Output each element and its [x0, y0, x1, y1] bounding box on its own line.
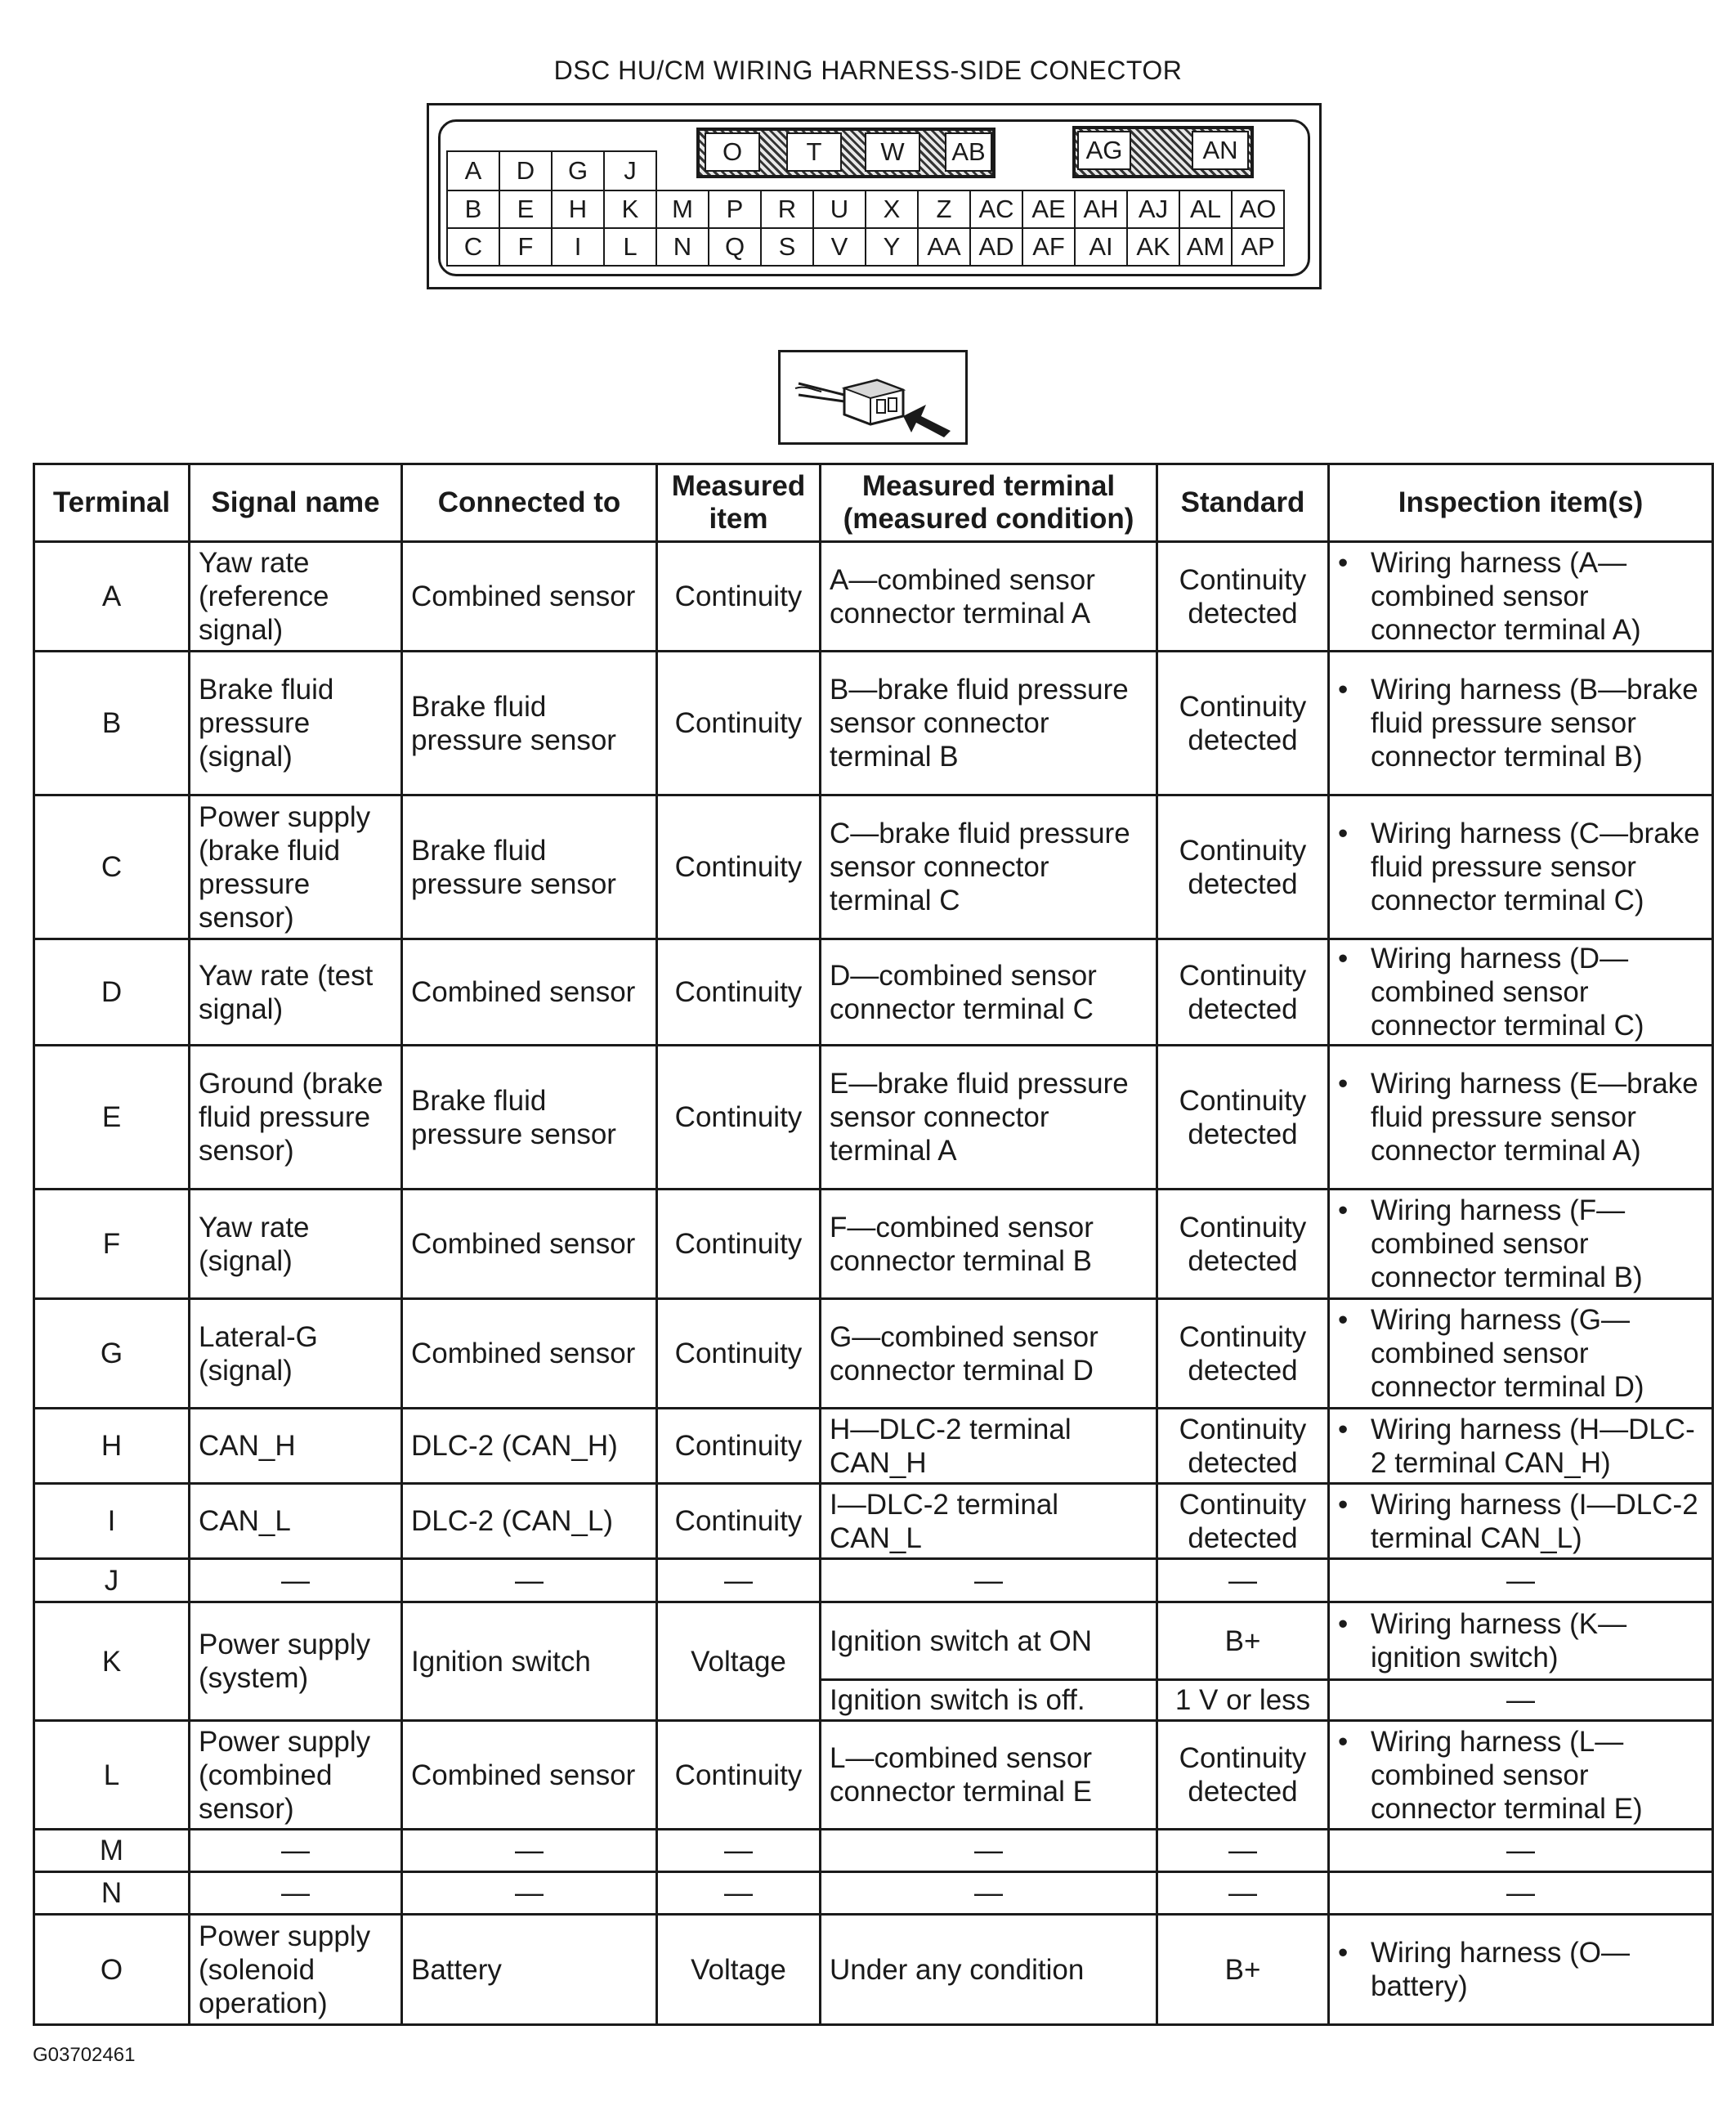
- item-cell: —: [657, 1872, 821, 1915]
- item-cell: Continuity: [657, 939, 821, 1046]
- signal-cell: Power supply (combined sensor): [190, 1721, 402, 1830]
- measured-cell: Under any condition: [821, 1915, 1157, 2025]
- measured-cell: Ignition switch is off.: [821, 1680, 1157, 1721]
- pin-cell: AF: [1022, 227, 1076, 267]
- inspection-cell: [1329, 652, 1713, 795]
- item-cell: Continuity: [657, 1409, 821, 1484]
- terminal-cell: H: [34, 1409, 190, 1484]
- signal-cell: Lateral-G (signal): [190, 1299, 402, 1409]
- pin-cell: R: [760, 190, 814, 229]
- terminal-cell: F: [34, 1190, 190, 1299]
- table-row: [34, 1915, 1713, 2025]
- pin-cell: X: [865, 190, 919, 229]
- pin-cell: H: [551, 190, 605, 229]
- pin-cell: AE: [1022, 190, 1076, 229]
- pin-cell: AJ: [1126, 190, 1180, 229]
- pin-cell: Y: [865, 227, 919, 267]
- column-header: Terminal: [34, 464, 190, 542]
- terminal-cell: L: [34, 1721, 190, 1830]
- connected-cell: Brake fluid pressure sensor: [402, 795, 657, 939]
- measured-cell: Ignition switch at ON: [821, 1602, 1157, 1680]
- inspection-text: Wiring harness (O—battery): [1371, 1937, 1631, 2002]
- standard-cell: Continuity detected: [1157, 795, 1329, 939]
- table-row: [34, 939, 1713, 1046]
- signal-cell: Ground (brake fluid pressure sensor): [190, 1046, 402, 1190]
- inspection-cell: [1329, 1484, 1713, 1559]
- standard-cell: —: [1157, 1872, 1329, 1915]
- connected-cell: Brake fluid pressure sensor: [402, 652, 657, 795]
- measured-cell: —: [821, 1872, 1157, 1915]
- standard-cell: B+: [1157, 1915, 1329, 2025]
- inspection-text: Wiring harness (L—combined sensor connector terminal E): [1371, 1725, 1643, 1825]
- item-cell: Voltage: [657, 1915, 821, 2025]
- standard-cell: Continuity detected: [1157, 1299, 1329, 1409]
- pin-cell: I: [551, 227, 605, 267]
- standard-cell: —: [1157, 1830, 1329, 1872]
- standard-cell: Continuity detected: [1157, 939, 1329, 1046]
- inspection-text: Wiring harness (K—ignition switch): [1371, 1608, 1627, 1674]
- pin-cell: B: [446, 190, 500, 229]
- pin-cell: T: [786, 132, 842, 172]
- inspection-cell: [1329, 542, 1713, 652]
- connected-cell: Battery: [402, 1915, 657, 2025]
- pin-cell: V: [812, 227, 866, 267]
- terminal-cell: M: [34, 1830, 190, 1872]
- table-row: [34, 1299, 1713, 1409]
- table-header-row: [34, 464, 1713, 542]
- pin-cell: AH: [1074, 190, 1128, 229]
- measured-cell: F—combined sensor connector terminal B: [821, 1190, 1157, 1299]
- figure-id: G03702461: [33, 2044, 136, 2066]
- terminal-cell: D: [34, 939, 190, 1046]
- inspection-text: Wiring harness (F—combined sensor connector terminal B): [1371, 1194, 1643, 1293]
- inspection-cell: [1329, 1915, 1713, 2025]
- table-row: [34, 1190, 1713, 1299]
- bullet-icon: •: [1338, 943, 1349, 975]
- pin-cell: W: [865, 132, 920, 172]
- measured-cell: D—combined sensor connector terminal C: [821, 939, 1157, 1046]
- column-header: Signal name: [190, 464, 402, 542]
- column-header: Measured terminal (measured condition): [821, 464, 1157, 542]
- standard-cell: Continuity detected: [1157, 1046, 1329, 1190]
- column-header: Standard: [1157, 464, 1329, 542]
- terminal-cell: O: [34, 1915, 190, 2025]
- inspection-cell: [1329, 1602, 1713, 1680]
- table-row: [34, 652, 1713, 795]
- inspection-cell: [1329, 1721, 1713, 1830]
- signal-cell: CAN_L: [190, 1484, 402, 1559]
- table-row: [34, 1872, 1713, 1915]
- pin-cell: AK: [1126, 227, 1180, 267]
- item-cell: Continuity: [657, 795, 821, 939]
- bullet-icon: •: [1338, 1488, 1349, 1521]
- pin-cell: O: [705, 132, 760, 172]
- signal-cell: Power supply (brake fluid pressure sensor): [190, 795, 402, 939]
- inspection-cell: —: [1329, 1559, 1713, 1602]
- standard-cell: 1 V or less: [1157, 1680, 1329, 1721]
- connected-cell: —: [402, 1559, 657, 1602]
- bullet-icon: •: [1338, 1068, 1349, 1100]
- pin-cell: AO: [1231, 190, 1285, 229]
- pin-cell: D: [499, 150, 553, 191]
- inspection-cell: [1329, 1190, 1713, 1299]
- connected-cell: Combined sensor: [402, 1190, 657, 1299]
- pin-cell: AI: [1074, 227, 1128, 267]
- terminal-cell: I: [34, 1484, 190, 1559]
- pin-cell: M: [655, 190, 709, 229]
- terminal-cell: G: [34, 1299, 190, 1409]
- inspection-text: Wiring harness (A—combined sensor connector terminal A): [1371, 547, 1641, 646]
- pin-cell: AA: [917, 227, 971, 267]
- table-row: [34, 542, 1713, 652]
- pin-cell: G: [551, 150, 605, 191]
- terminal-cell: K: [34, 1602, 190, 1721]
- measured-cell: C—brake fluid pressure sensor connector terminal C: [821, 795, 1157, 939]
- bullet-icon: •: [1338, 1937, 1349, 1969]
- inspection-text: Wiring harness (E—brake fluid pressure sensor connector terminal A): [1371, 1068, 1698, 1167]
- terminal-cell: E: [34, 1046, 190, 1190]
- pin-cell: Z: [917, 190, 971, 229]
- table-row: [34, 1559, 1713, 1602]
- standard-cell: Continuity detected: [1157, 1190, 1329, 1299]
- measured-cell: H—DLC-2 terminal CAN_H: [821, 1409, 1157, 1484]
- signal-cell: Yaw rate (reference signal): [190, 542, 402, 652]
- pin-cell: AC: [969, 190, 1023, 229]
- pin-cell: Q: [708, 227, 762, 267]
- pin-cell: S: [760, 227, 814, 267]
- signal-cell: —: [190, 1830, 402, 1872]
- measured-cell: —: [821, 1559, 1157, 1602]
- terminal-cell: B: [34, 652, 190, 795]
- bullet-icon: •: [1338, 674, 1349, 706]
- table-row: [34, 1046, 1713, 1190]
- connected-cell: DLC-2 (CAN_L): [402, 1484, 657, 1559]
- bullet-icon: •: [1338, 818, 1349, 849]
- table-row: [34, 1830, 1713, 1872]
- inspection-cell: [1329, 1299, 1713, 1409]
- pin-cell: A: [446, 150, 500, 191]
- terminal-cell: A: [34, 542, 190, 652]
- connected-cell: DLC-2 (CAN_H): [402, 1409, 657, 1484]
- pin-cell: C: [446, 227, 500, 267]
- inspection-text: Wiring harness (D—combined sensor connector terminal C): [1371, 943, 1644, 1042]
- diagram-title: DSC HU/CM WIRING HARNESS-SIDE CONECTOR: [553, 56, 1183, 85]
- inspection-text: Wiring harness (B—brake fluid pressure sensor connector terminal B): [1371, 674, 1698, 773]
- pin-cell: AN: [1192, 131, 1249, 170]
- measured-cell: B—brake fluid pressure sensor connector terminal B: [821, 652, 1157, 795]
- inspection-text: Wiring harness (H—DLC-2 terminal CAN_H): [1371, 1413, 1695, 1479]
- bullet-icon: •: [1338, 1725, 1349, 1758]
- item-cell: Continuity: [657, 1721, 821, 1830]
- standard-cell: —: [1157, 1559, 1329, 1602]
- signal-cell: CAN_H: [190, 1409, 402, 1484]
- measured-cell: —: [821, 1830, 1157, 1872]
- bullet-icon: •: [1338, 1194, 1349, 1226]
- terminal-cell: C: [34, 795, 190, 939]
- terminal-cell: J: [34, 1559, 190, 1602]
- standard-cell: Continuity detected: [1157, 1721, 1329, 1830]
- connected-cell: Ignition switch: [402, 1602, 657, 1721]
- pin-cell: L: [603, 227, 657, 267]
- item-cell: Voltage: [657, 1602, 821, 1721]
- signal-cell: —: [190, 1559, 402, 1602]
- signal-cell: Yaw rate (test signal): [190, 939, 402, 1046]
- inspection-cell: [1329, 795, 1713, 939]
- pin-cell: AM: [1179, 227, 1233, 267]
- inspection-cell: —: [1329, 1680, 1713, 1721]
- table-row: [34, 1602, 1713, 1680]
- inspection-cell: [1329, 939, 1713, 1046]
- table-row: [34, 1484, 1713, 1559]
- pin-cell: AG: [1077, 131, 1131, 170]
- item-cell: —: [657, 1559, 821, 1602]
- pin-cell: P: [708, 190, 762, 229]
- measured-cell: G—combined sensor connector terminal D: [821, 1299, 1157, 1409]
- pin-cell: AP: [1231, 227, 1285, 267]
- connected-cell: Combined sensor: [402, 1721, 657, 1830]
- pin-cell: F: [499, 227, 553, 267]
- item-cell: Continuity: [657, 1190, 821, 1299]
- item-cell: Continuity: [657, 1484, 821, 1559]
- measured-cell: E—brake fluid pressure sensor connector terminal A: [821, 1046, 1157, 1190]
- measured-cell: I—DLC-2 terminal CAN_L: [821, 1484, 1157, 1559]
- pin-cell: AL: [1179, 190, 1233, 229]
- pin-cell: K: [603, 190, 657, 229]
- bullet-icon: •: [1338, 1413, 1349, 1445]
- signal-cell: Brake fluid pressure (signal): [190, 652, 402, 795]
- signal-cell: —: [190, 1872, 402, 1915]
- terminal-cell: N: [34, 1872, 190, 1915]
- column-header: Measured item: [657, 464, 821, 542]
- table-row: [34, 1721, 1713, 1830]
- inspection-cell: —: [1329, 1830, 1713, 1872]
- item-cell: Continuity: [657, 1046, 821, 1190]
- connected-cell: —: [402, 1830, 657, 1872]
- column-header: Connected to: [402, 464, 657, 542]
- column-header: Inspection item(s): [1329, 464, 1713, 542]
- pin-cell: AD: [969, 227, 1023, 267]
- table-row: [34, 795, 1713, 939]
- item-cell: —: [657, 1830, 821, 1872]
- inspection-cell: —: [1329, 1872, 1713, 1915]
- connected-cell: Combined sensor: [402, 542, 657, 652]
- connected-cell: —: [402, 1872, 657, 1915]
- inspection-text: Wiring harness (I—DLC-2 terminal CAN_L): [1371, 1488, 1698, 1554]
- item-cell: Continuity: [657, 652, 821, 795]
- inspection-cell: [1329, 1409, 1713, 1484]
- connected-cell: Combined sensor: [402, 1299, 657, 1409]
- pin-cell: E: [499, 190, 553, 229]
- measured-cell: L—combined sensor connector terminal E: [821, 1721, 1157, 1830]
- item-cell: Continuity: [657, 542, 821, 652]
- inspection-text: Wiring harness (C—brake fluid pressure sensor connector terminal C): [1371, 818, 1700, 916]
- inspection-text: Wiring harness (G—combined sensor connector terminal D): [1371, 1304, 1644, 1403]
- bullet-icon: •: [1338, 1608, 1349, 1640]
- connected-cell: Brake fluid pressure sensor: [402, 1046, 657, 1190]
- terminal-inspection-table: [33, 463, 1714, 2026]
- pin-cell: U: [812, 190, 866, 229]
- pin-cell: J: [603, 150, 657, 191]
- signal-cell: Power supply (system): [190, 1602, 402, 1721]
- pin-cell: N: [655, 227, 709, 267]
- table-row: [34, 1409, 1713, 1484]
- harness-side-connector-probe-icon: [778, 350, 968, 445]
- standard-cell: Continuity detected: [1157, 1484, 1329, 1559]
- connected-cell: Combined sensor: [402, 939, 657, 1046]
- signal-cell: Yaw rate (signal): [190, 1190, 402, 1299]
- bullet-icon: •: [1338, 1304, 1349, 1336]
- standard-cell: Continuity detected: [1157, 542, 1329, 652]
- signal-cell: Power supply (solenoid operation): [190, 1915, 402, 2025]
- item-cell: Continuity: [657, 1299, 821, 1409]
- standard-cell: B+: [1157, 1602, 1329, 1680]
- pin-cell: AB: [945, 132, 992, 172]
- bullet-icon: •: [1338, 547, 1349, 579]
- standard-cell: Continuity detected: [1157, 1409, 1329, 1484]
- inspection-cell: [1329, 1046, 1713, 1190]
- measured-cell: A—combined sensor connector terminal A: [821, 542, 1157, 652]
- standard-cell: Continuity detected: [1157, 652, 1329, 795]
